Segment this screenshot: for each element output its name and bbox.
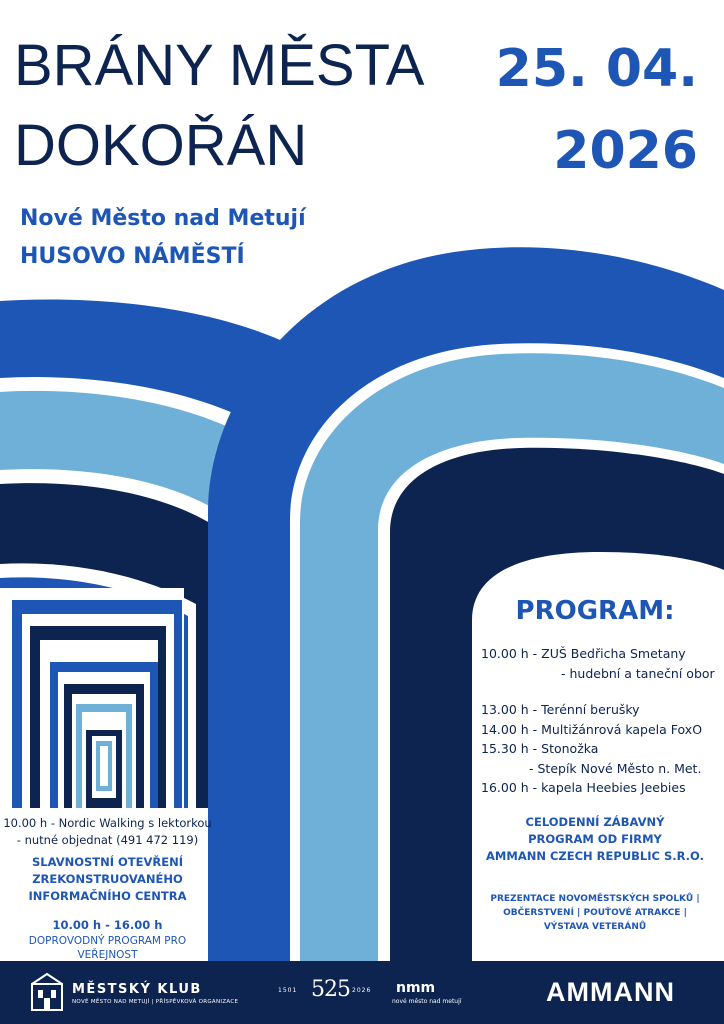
opening-time: 10.00 h - 16.00 h [52, 918, 163, 932]
extras-line-1: PREZENTACE NOVOMĚSTSKÝCH SPOLKŮ | [490, 894, 700, 904]
program-item: - hudební a taneční obor [561, 665, 715, 681]
date-day-month: 25. 04. [495, 39, 698, 99]
allday-line-1: CELODENNÍ ZÁBAVNÝ [525, 815, 665, 829]
allday-line-2: PROGRAM OD FIRMY [528, 832, 662, 846]
title-line-1: BRÁNY MĚSTA [14, 33, 425, 98]
town-logo: nmm [396, 980, 436, 996]
extras-line-2: OBČERSTVENÍ | POUŤOVÉ ATRAKCE | [503, 908, 687, 918]
program-item: 14.00 h - Multižánrová kapela FoxO [481, 721, 703, 737]
city-club-name: MĚSTSKÝ KLUB [72, 982, 202, 997]
anniversary-year-start: 1501 [278, 987, 298, 994]
town-logo-subtitle: nové město nad metují [392, 998, 462, 1005]
allday-program [470, 814, 720, 865]
anniversary-number: 525 [311, 977, 350, 1002]
anniversary-year-end: 2026 [352, 987, 372, 994]
extras-line-3: VÝSTAVA VETERÁNŮ [543, 922, 647, 932]
program-item: 16.00 h - kapela Heebies Jeebies [481, 780, 686, 795]
sponsor-logo: AMMANN [546, 977, 675, 1007]
program-item: 10.00 h - ZUŠ Bedřicha Smetany [481, 646, 686, 661]
tunnel-frames [0, 588, 184, 808]
program-title: PROGRAM: [515, 596, 675, 626]
program-item: 15.30 h - Stonožka [481, 741, 599, 756]
program-item: 13.00 h - Terénní berušky [481, 702, 640, 717]
city-club-logo-icon [30, 972, 64, 1012]
allday-line-3: AMMANN CZECH REPUBLIC S.R.O. [486, 849, 704, 863]
side-program-line: DOPROVODNÝ PROGRAM PRO VEŘEJNOST [28, 935, 187, 961]
opening-line-3: INFORMAČNÍHO CENTRA [28, 889, 187, 903]
location-square: HUSOVO NÁMĚSTÍ [20, 244, 245, 269]
city-club-subtitle: NOVÉ MĚSTO NAD METUJÍ | PŘÍSPĚVKOVÁ ORGANIZACE [72, 999, 239, 1005]
program-list [481, 644, 721, 798]
date-year: 2026 [553, 121, 698, 181]
title-line-2: DOKOŘÁN [14, 113, 308, 178]
nordic-walking-line: 10.00 h - Nordic Walking s lektorkou [3, 816, 212, 830]
extras-info [470, 892, 720, 934]
booking-line: - nutné objednat (491 472 119) [16, 833, 199, 847]
left-info [0, 815, 215, 962]
location-city: Nové Město nad Metují [20, 206, 306, 231]
opening-line-2: ZREKONSTRUOVANÉHO [32, 872, 183, 886]
opening-line-1: SLAVNOSTNÍ OTEVŘENÍ [31, 855, 184, 869]
program-item: - Stepík Nové Město n. Met. [529, 760, 702, 776]
